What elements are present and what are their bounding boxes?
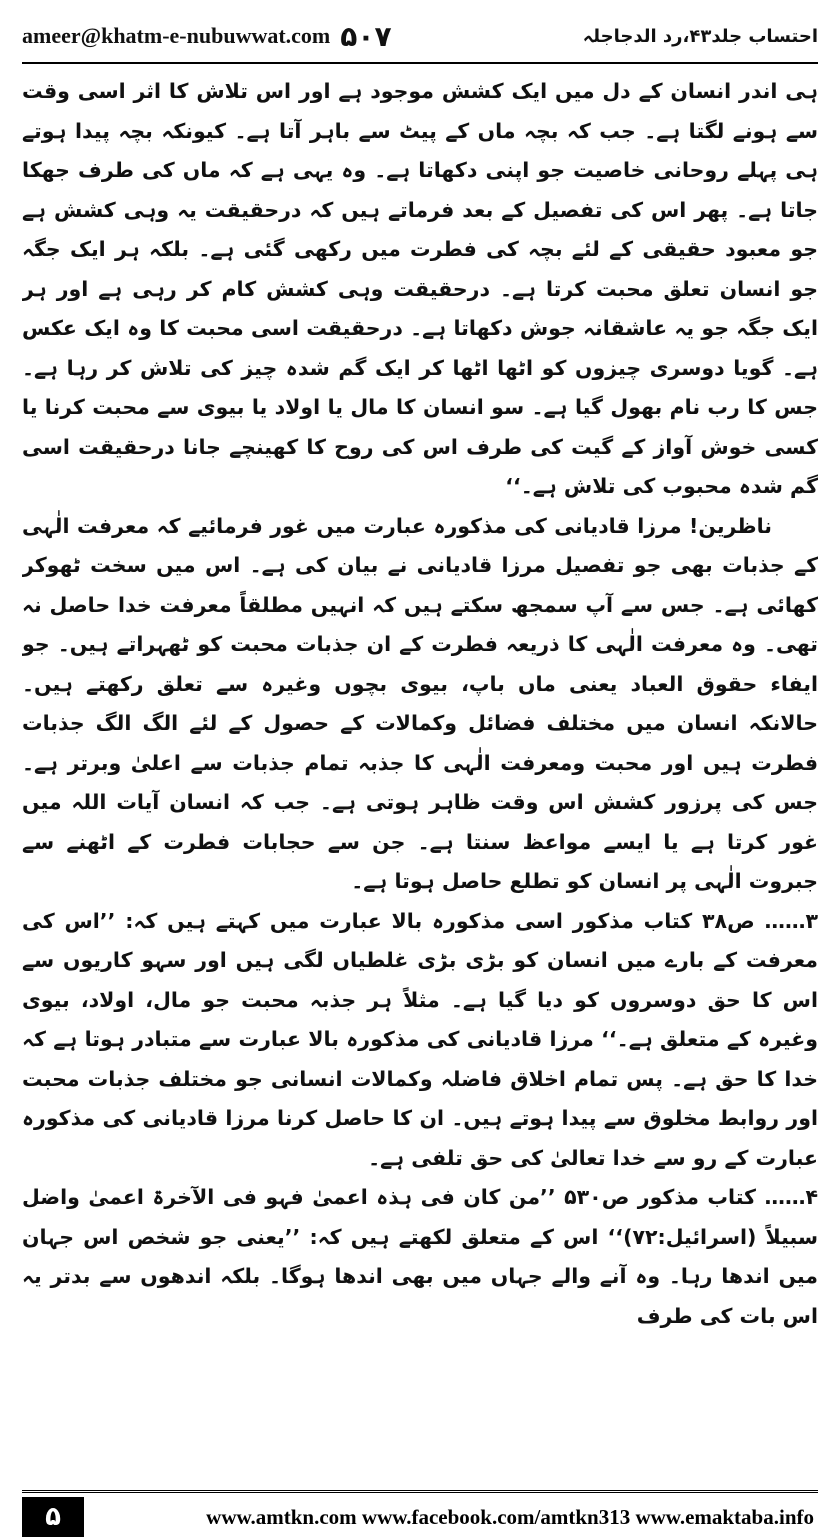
header-book-title: احتساب جلد۴۳،رد الدجاجلہ: [582, 25, 818, 47]
paragraph-3: ۳…… ص۳۸ کتاب مذکور اسی مذکورہ بالا عبارت میں کہتے ہیں کہ: ’’اس کی معرفت کے بارے میں انسان کو بڑی بڑی غلطیاں لگی ہیں اور سہو کاریوں سے اس کا حق دوسروں کو دیا گیا ہے۔ مثلاً ہر جذبہ محبت جو مال، اولاد، بیوی وغیرہ کے متعلق ہے۔‘‘ مرزا قادیانی کی مذکورہ بالا عبارت سے متبادر ہوتا ہے کہ خدا کا حق ہے۔ پس تمام اخلاق فاضلہ وکمالات انسانی جو مختلف جذبات محبت اور روابط مخلوق سے پیدا ہوتے ہیں۔ ان کا حاصل کرنا مرزا قادیانی کی مذکورہ عبارت کے رو سے خدا تعالیٰ کی حق تلفی ہے۔: [22, 908, 818, 1170]
header-rule: [22, 62, 818, 64]
header-page-number: ۵۰۷: [340, 19, 392, 53]
paragraph-1: ہی اندر انسان کے دل میں ایک کشش موجود ہے اور اس تلاش کا اثر اسی وقت سے ہونے لگتا ہے۔ جب کہ بچہ ماں کے پیٹ سے باہر آتا ہے۔ کیونکہ بچہ پیدا ہوتے ہی پہلے روحانی خاصیت جو اپنی دکھاتا ہے۔ وہ یہی ہے کہ ماں کی طرف جھکا جاتا ہے۔ پھر اس کی تفصیل کے بعد فرماتے ہیں کہ درحقیقت یہ وہی کشش ہے جو معبود حقیقی کے لئے بچہ کی فطرت میں رکھی گئی ہے۔ بلکہ ہر ایک جگہ جو انسان تعلق محبت کرتا ہے۔ درحقیقت وہی کشش کام کر رہی ہے اور ہر ایک جگہ جو یہ عاشقانہ جوش دکھاتا ہے۔ درحقیقت اسی محبت کا وہ ایک عکس ہے۔ گویا دوسری چیزوں کو اٹھا اٹھا کر ایک گم شدہ چیز کی تلاش کر رہا ہے۔ جس کا رب نام بھول گیا ہے۔ سو انسان کا مال یا اولاد یا بیوی سے محبت کرنا یا کسی خوش آواز کے گیت کی طرف اس کی روح کا کھینچے جانا درحقیقت اسی گم شدہ محبوب کی تلاش ہے۔‘‘: [22, 79, 818, 498]
footer-page-number: ۵: [22, 1497, 84, 1537]
header-left: [22, 20, 392, 53]
page-header: [22, 14, 818, 58]
footer-urls: www.amtkn.com www.facebook.com/amtkn313 www.emaktaba.info: [206, 1504, 814, 1529]
paragraph-4: ۴…… کتاب مذکور ص۵۳۰ ’’من کان فی ہذہ اعمیٰ فہو فی الآخرۃ اعمیٰ واضل سبیلاً (اسرائیل:۷۲)‘‘ اس کے متعلق لکھتے ہیں کہ: ’’یعنی جو شخص اس جہان میں اندھا رہا۔ وہ آنے والے جہاں میں بھی اندھا ہوگا۔ بلکہ اندھوں سے بدتر یہ اس بات کی طرف: [22, 1185, 818, 1328]
paragraph-2: ناظرین! مرزا قادیانی کی مذکورہ عبارت میں غور فرمائیے کہ معرفت الٰہی کے جذبات بھی جو تفصیل مرزا قادیانی نے بیان کی ہے۔ اس میں سخت ٹھوکر کھائی ہے۔ جس سے آپ سمجھ سکتے ہیں کہ انہیں مطلقاً معرفت خدا حاصل نہ تھی۔ وہ معرفت الٰہی کا ذریعہ فطرت کے ان جذبات محبت کو ٹھہراتے ہیں۔ جو ایفاء حقوق العباد یعنی ماں باپ، بیوی بچوں وغیرہ سے تعلق رکھتے ہیں۔ حالانکہ انسان میں مختلف فضائل وکمالات کے حصول کے لئے الگ الگ جذبات فطرت ہیں اور محبت ومعرفت الٰہی کا جذبہ تمام جذبات سے اعلیٰ وبرتر ہے۔ جس کی پرزور کشش اس وقت ظاہر ہوتی ہے۔ جب کہ انسان آیات اللہ میں غور کرتا ہے یا ایسے مواعظ سنتا ہے۔ جن سے حجابات فطرت کے اٹھنے سے جبروت الٰہی پر انسان کو تطلع حاصل ہوتا ہے۔: [22, 513, 818, 893]
footer-rule: [22, 1490, 818, 1497]
page-body: [22, 72, 818, 1472]
header-email: ameer@khatm-e-nubuwwat.com: [22, 23, 331, 48]
page-footer: [22, 1497, 818, 1537]
